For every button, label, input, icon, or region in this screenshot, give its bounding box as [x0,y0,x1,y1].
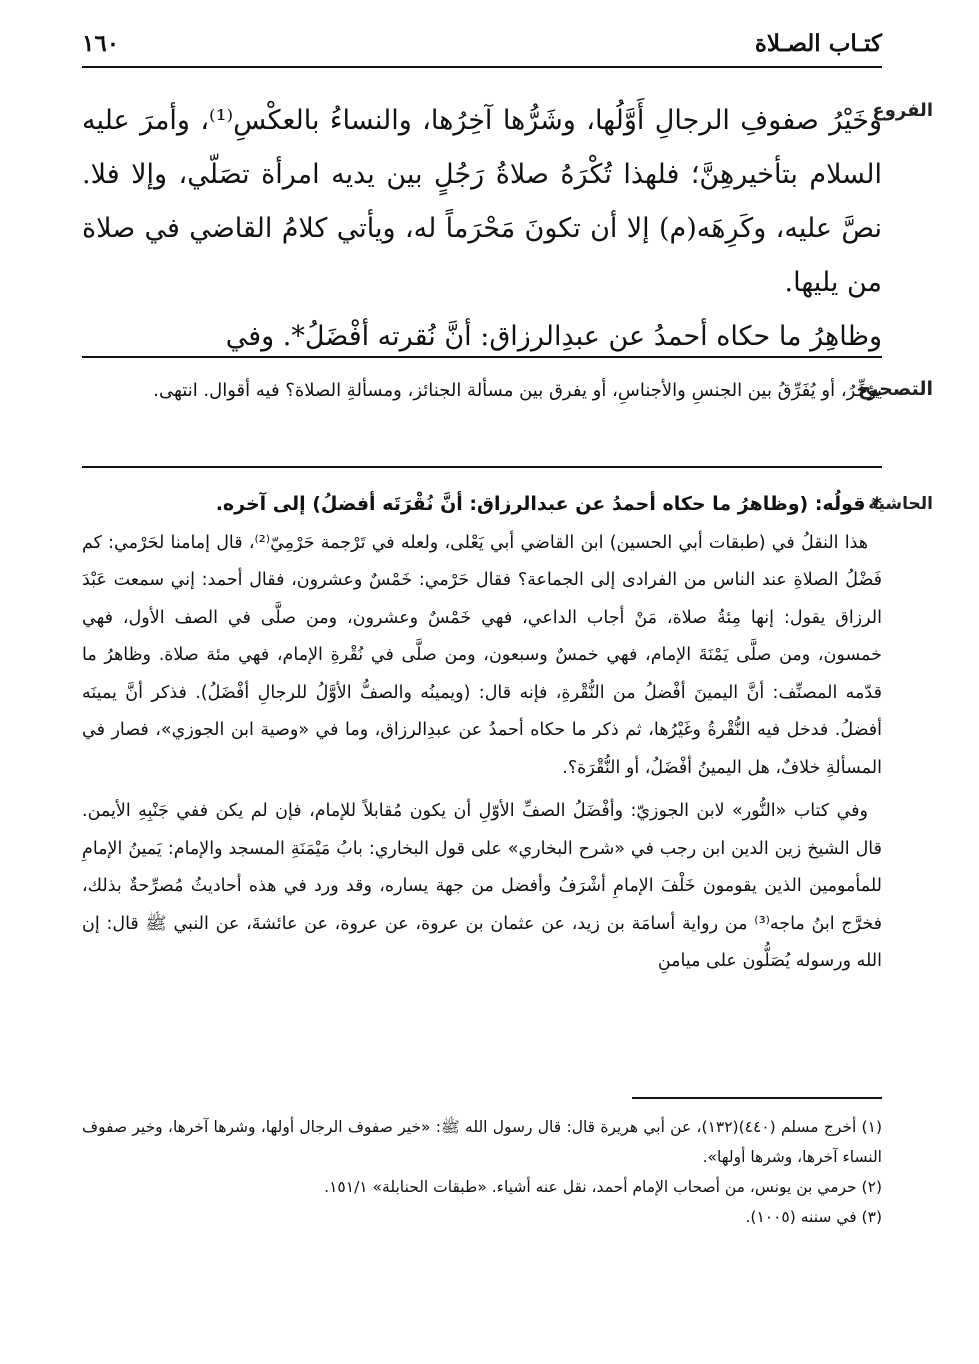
label-tashih: التصحيح [857,378,933,400]
footnote-2: (٢) حرمي بن يونس، من أصحاب الإمام أحمد، نقل عنه أشياء. «طبقات الحنابلة» ١٥١/١. [324,1178,882,1196]
label-hashiya: الحاشية [868,494,933,514]
section-rule-1 [82,356,882,358]
hashiya-lead: * قولُه: (وظاهرُ ما حكاه أحمدُ عن عبدالرزاق: أنَّ نُقْرَتَه أفضلُ) إلى آخره. [215,493,882,515]
footnote-1: (١) أخرج مسلم (٤٤٠)(١٣٢)، عن أبي هريرة قال: قال رسول الله ﷺ: «خير صفوف الرجال أولها، وشرها آخرها، وخير صفوف النساء آخرها، وشرها أولها». [82,1118,882,1166]
footnotes [82,1112,882,1232]
hashiya-text [82,486,882,981]
footnote-rule [632,1097,882,1099]
chapter-title: كتـاب الصـلاة [754,30,882,57]
header-rule [82,66,882,68]
page-number: ١٦٠ [82,30,120,57]
label-furu: الفروع [872,100,933,121]
hashiya-paragraph-1: هذا النقلُ في (طبقات أبي الحسين) ابن القاضي أبي يَعْلى، ولعله في تَرْجمة حَرْمِيّ⁽²⁾، قال إمامنا لحَرْمي: كم فَضْلُ الصلاةِ عند الناس من الفرادى إلى الجماعة؟ فقال حَرْمي: خَمْسٌ وعشرون، فقال أحمد: إني سمعت عَبْدَ الرزاق يقول: إنها مِئةُ صلاة، مَنْ أجاب الداعي، فهي خَمْسٌ وعشرون، ومن صلَّى في الصف الأول، فهي خمسون، ومن صلَّى يَمْنَةَ الإمام، فهي خمسٌ وسبعون، ومن صلَّى في نُقْرةِ الإمام، فهي مئة صلاة. وظاهرُ ما قدّمه المصنِّف: أنَّ اليمينَ أفْضلُ من النُّقْرةِ، فإنه قال: (ويمينُه والصفُّ الأوَّلُ للرجالِ أفْضَلُ). فذكر أنَّ يمينَه أفضلُ. فدخل فيه النُّقْرةُ وغَيْرُها، ثم ذكر ما حكاه أحمدُ عن عبدِالرزاق، وما في «وصية ابن الجوزي»، فصار في المسألةِ خلافٌ، هل اليمينُ أفْضَلُ، أو النُّقْرَة؟. [82,532,882,778]
main-text: وخَيْرُ صفوفِ الرجالِ أَوَّلُها، وشَرُّها آخِرُها، والنساءُ بالعكْسِ⁽¹⁾، وأمرَ عليه السلام بتأخيرهِنَّ؛ فلهذا تُكْرَهُ صلاةُ رَجُلٍ بين يديه امرأة تصَلّي، وإلا فلا. نصَّ عليه، وكَرِهَه(م) إلا أن تكونَ مَحْرَماً له، ويأتي كلامُ القاضي في صلاة من يليها. وظاهِرُ ما حكاه أحمدُ عن عبدِالرزاق: أنَّ نُقرته أفْضَلُ*. وفي [82,105,882,352]
tashih-text: يؤخِّرُ، أو يُفَرِّقُ بين الجنسِ والأجناسِ، أو يفرق بين مسألة الجنائز، ومسألةِ الصلاة؟ فيه أقوال. انتهى. [153,380,882,401]
hashiya-paragraph-2: وفي كتاب «النُّور» لابن الجوزيّ: وأفْضَلُ الصفِّ الأوّلِ أن يكون مُقابلاً للإمام، فإن لم يكن ففي جَنْبِهِ الأيمن. قال الشيخ زين الدين ابن رجب في «شرح البخاري» على قول البخاري: بابُ مَيْمَنَةِ المسجد والإمام: يَمينُ الإمامِ للمأمومين الذين يقومون خَلْفَ الإمامِ أشْرَفُ وأفضل من جهة يساره، وقد ورد في هذه أحاديثُ مُصرِّحةٌ بذلك، فخرَّج ابنُ ماجه⁽³⁾ من رواية أسامَة بن زيد، عن عثمان بن عروة، عن عروة، عن عائشةَ، عن النبي ﷺ قال: إن الله ورسوله يُصَلُّون على ميامنِ [82,801,882,971]
footnote-3: (٣) في سننه (١٠٠٥). [745,1208,882,1226]
section-rule-2 [82,466,882,468]
running-header [82,30,882,64]
